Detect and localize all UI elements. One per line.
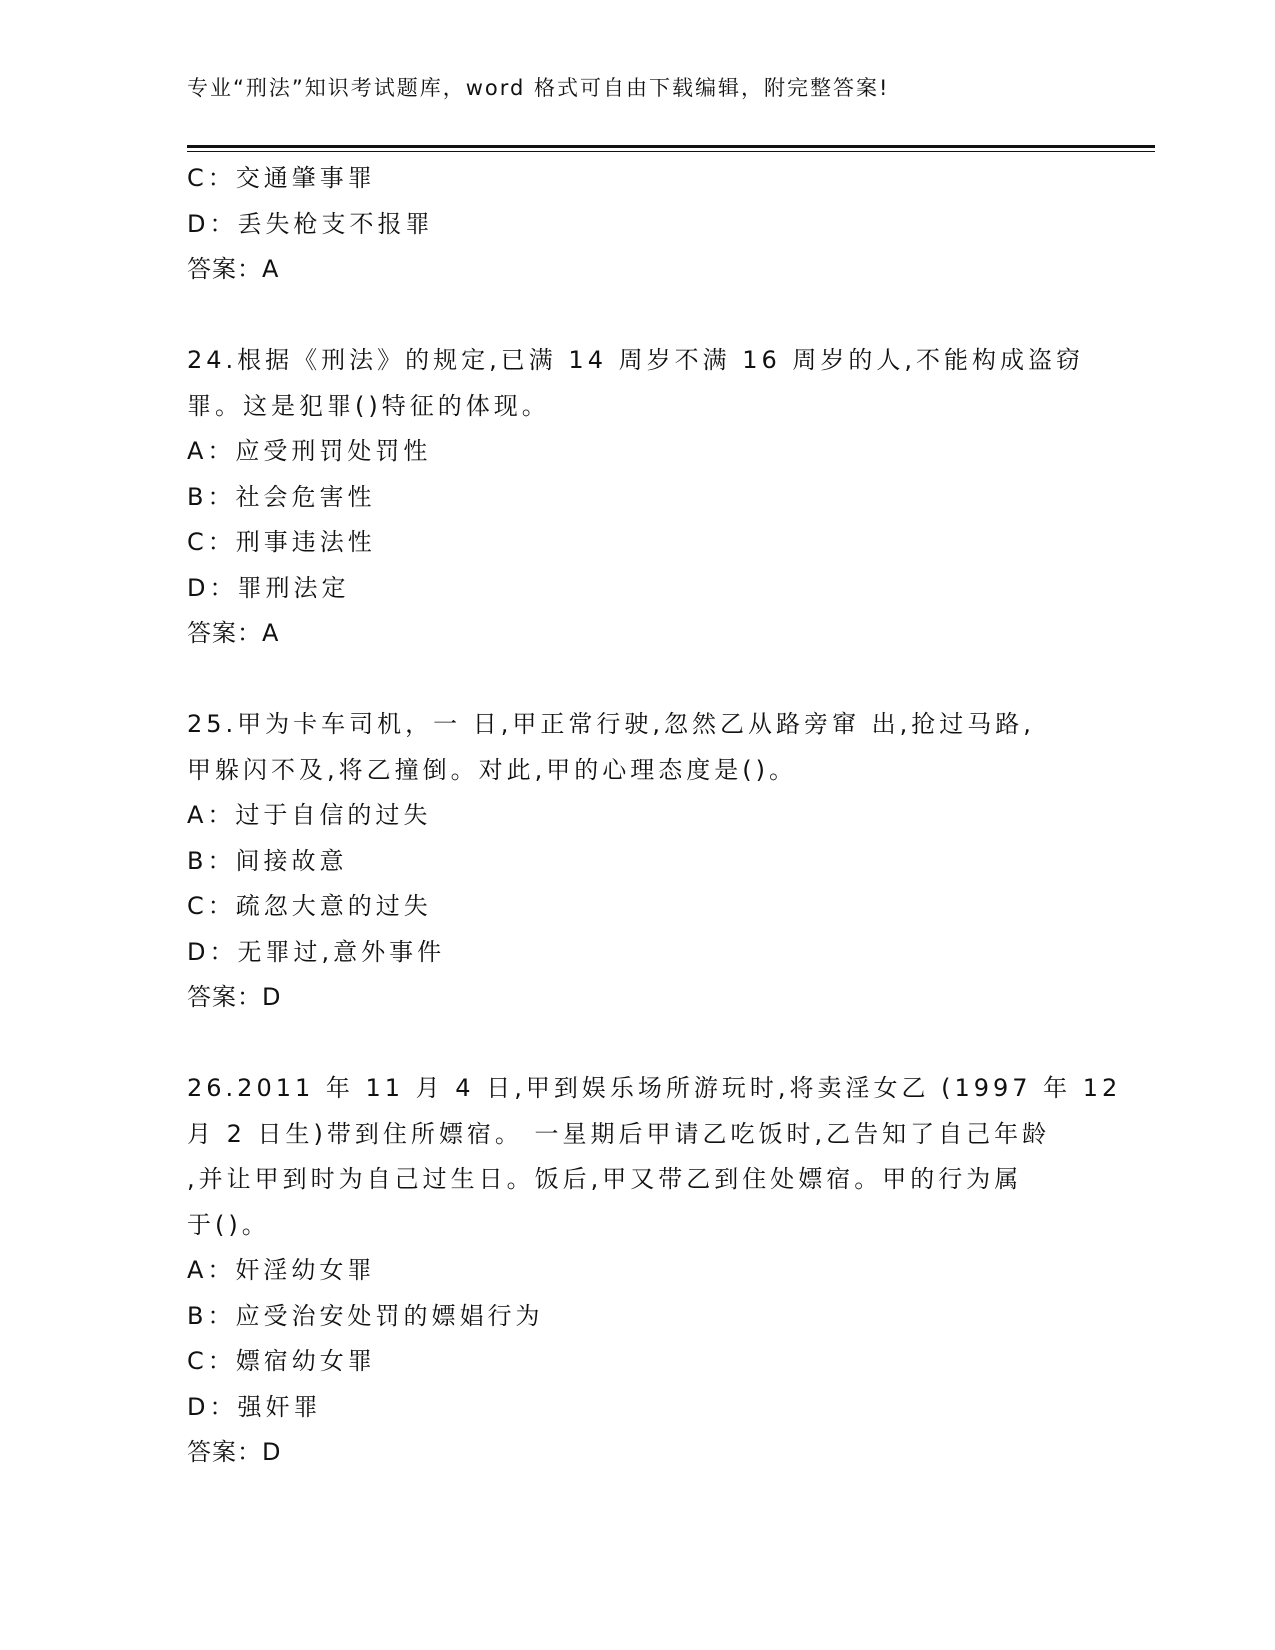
question-stem-26: 26.2011 年 11 月 4 日,甲到娱乐场所游玩时,将卖淫女乙 (1997 年 12 [187, 1074, 1122, 1102]
option-a: A：过于自信的过失 [187, 801, 432, 829]
option-a: A：应受刑罚处罚性 [187, 437, 432, 465]
question-stem-25: 甲躲闪不及,将乙撞倒。对此,甲的心理态度是()。 [187, 755, 797, 784]
question-stem-26: ,并让甲到时为自己过生日。饭后,甲又带乙到住处嫖宿。甲的行为属 [187, 1165, 1023, 1193]
question-stem-25: 25.甲为卡车司机，一 日,甲正常行驶,忽然乙从路旁窜 出,抢过马路, [187, 710, 1035, 738]
answer: 答案：D [187, 1438, 282, 1466]
option-b: B：社会危害性 [187, 482, 376, 511]
answer: 答案：D [187, 983, 282, 1011]
spacer [187, 293, 1087, 339]
option-c: C：刑事违法性 [187, 528, 376, 556]
spacer [187, 1021, 1087, 1067]
option-c: C：疏忽大意的过失 [187, 892, 432, 920]
option-d: D：罪刑法定 [187, 573, 350, 602]
option-d: D：无罪过,意外事件 [187, 937, 446, 966]
option-a: A：奸淫幼女罪 [187, 1256, 376, 1284]
question-stem-26: 于()。 [187, 1210, 270, 1239]
option-c: C：嫖宿幼女罪 [187, 1347, 376, 1375]
option-d: D：丢失枪支不报罪 [187, 209, 434, 238]
question-list [187, 156, 1122, 1476]
header-rule-thick [187, 145, 1155, 148]
answer: 答案：A [187, 255, 280, 283]
option-d: D：强奸罪 [187, 1392, 322, 1421]
option-b: B：应受治安处罚的嫖娼行为 [187, 1301, 544, 1330]
option-b: B：间接故意 [187, 846, 348, 875]
question-stem-26: 月 2 日生)带到住所嫖宿。 一星期后甲请乙吃饭时,乙告知了自己年龄 [187, 1119, 1051, 1148]
spacer [187, 657, 1087, 703]
option-c: C：交通肇事罪 [187, 164, 376, 192]
question-stem-24: 罪。这是犯罪()特征的体现。 [187, 391, 550, 420]
page-header: 专业“刑法”知识考试题库，word 格式可自由下载编辑，附完整答案! [187, 76, 890, 100]
answer: 答案：A [187, 619, 280, 647]
question-stem-24: 24.根据《刑法》的规定,已满 14 周岁不满 16 周岁的人,不能构成盗窃 [187, 346, 1085, 374]
header-rule-thin [187, 151, 1155, 152]
